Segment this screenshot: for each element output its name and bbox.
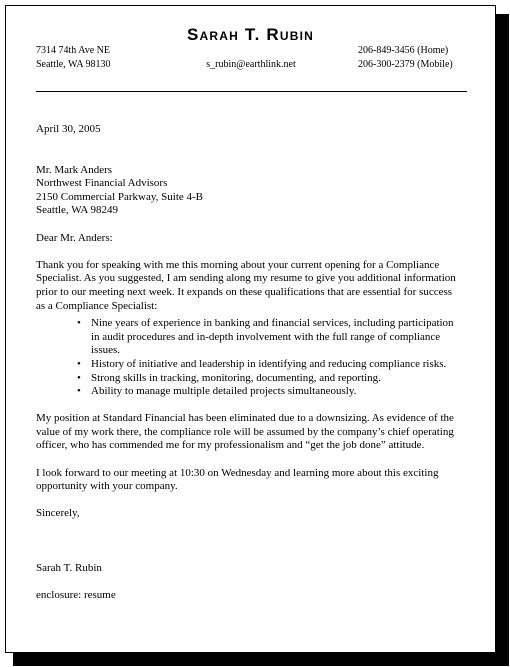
bullet-icon: • bbox=[77, 385, 81, 398]
paragraph-2: My position at Standard Financial has been eliminated due to a downsizing. As evidence of the value of my work there, the compliance role will be assumed by the company’s chief operating officer, who has commended me for my professionalism and “get the job done” attitude. bbox=[36, 412, 454, 452]
sender-address bbox=[36, 44, 111, 72]
recipient-city: Seattle, WA 98249 bbox=[36, 204, 118, 217]
list-item: • History of initiative and leadership in identifying and reducing compliance risks. bbox=[77, 357, 447, 370]
closing: Sincerely, bbox=[36, 507, 80, 520]
recipient-street: 2150 Commercial Parkway, Suite 4-B bbox=[36, 190, 204, 203]
list-item: • Strong skills in tracking, monitoring, documenting, and reporting. bbox=[77, 371, 381, 384]
address-line-2: Seattle, WA 98130 bbox=[36, 59, 111, 70]
paragraph-1: Thank you for speaking with me this morning about your current opening for a Compliance Specialist. As you suggested, I am sending along my resume to give you additional information prior to our meeting next week. It expands on these qualifications that are essential for success as a Compliance Specialist: bbox=[36, 258, 456, 312]
salutation: Dear Mr. Anders: bbox=[36, 231, 113, 244]
phone-mobile: 206-300-2379 (Mobile) bbox=[358, 59, 453, 70]
sender-name: Sarah T. Rubin bbox=[186, 25, 315, 44]
list-item: • Nine years of experience in banking and financial services, including participation in audit procedures and in-depth involvement with the full range of compliance issues. bbox=[77, 317, 454, 357]
recipient-company: Northwest Financial Advisors bbox=[36, 177, 168, 190]
address-line-1: 7314 74th Ave NE bbox=[36, 45, 110, 56]
letter-date: April 30, 2005 bbox=[36, 123, 101, 135]
bullet-icon: • bbox=[77, 357, 81, 370]
enclosure-note: enclosure: resume bbox=[36, 589, 116, 602]
bullet-icon: • bbox=[77, 317, 81, 330]
recipient-name: Mr. Mark Anders bbox=[36, 163, 113, 176]
sender-phones bbox=[358, 44, 453, 72]
list-item: • Ability to manage multiple detailed projects simultaneously. bbox=[77, 385, 357, 398]
letter-body bbox=[36, 123, 456, 603]
paragraph-3: I look forward to our meeting at 10:30 on Wednesday and learning more about this exciting opportunity with your company. bbox=[36, 466, 439, 493]
sender-email: s_rubin@earthlink.net bbox=[206, 59, 296, 70]
letter-page bbox=[5, 5, 496, 653]
header-divider bbox=[36, 91, 467, 92]
bullet-icon: • bbox=[77, 371, 81, 384]
phone-home: 206-849-3456 (Home) bbox=[358, 45, 449, 56]
signature-name: Sarah T. Rubin bbox=[36, 562, 102, 575]
qualifications-list bbox=[36, 317, 456, 399]
